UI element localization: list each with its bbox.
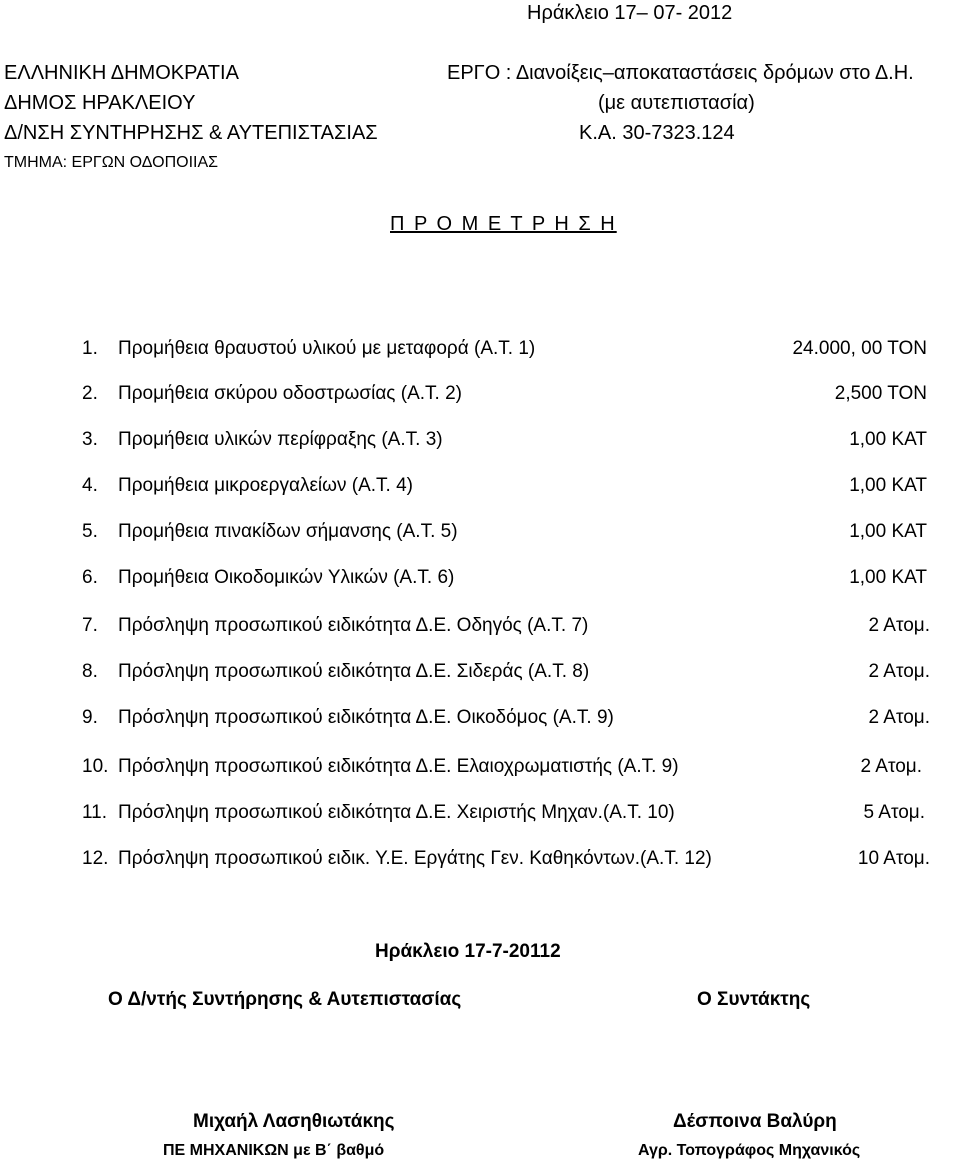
item-quantity: 2,500 ΤΟΝ [834,383,927,404]
item-description: Προμήθεια θραυστού υλικού με μεταφορά (Α.Τ. 1) [118,338,536,359]
item-number: 11. [82,802,108,823]
list-item [82,802,930,828]
item-number: 3. [82,429,98,450]
signatory-right-title: Αγρ. Τοπογράφος Μηχανικός [638,1142,861,1159]
list-item [82,383,930,409]
header-left-line-1: ΕΛΛΗΝΙΚΗ ΔΗΜΟΚΡΑΤΙΑ [4,62,239,84]
item-quantity: 24.000, 00 ΤΟΝ [792,338,927,359]
item-number: 4. [82,475,98,496]
item-description: Πρόσληψη προσωπικού ειδικότητα Δ.Ε. Χειριστής Μηχαν.(Α.Τ. 10) [118,802,675,823]
list-item [82,615,930,641]
item-number: 8. [82,661,98,682]
list-item [82,429,930,455]
item-quantity: 10 Ατομ. [857,848,930,869]
item-quantity: 1,00 ΚΑΤ [849,429,927,450]
item-quantity: 2 Ατομ. [868,661,930,682]
item-number: 1. [82,338,98,359]
item-number: 12. [82,848,109,869]
item-description: Προμήθεια μικροεργαλείων (Α.Τ. 4) [118,475,413,496]
project-note: (με αυτεπιστασία) [598,92,755,114]
header-left-line-3: Δ/ΝΣΗ ΣΥΝΤΗΡΗΣΗΣ & ΑΥΤΕΠΙΣΤΑΣΙΑΣ [4,122,378,144]
header-left-line-4: ΤΜΗΜΑ: ΕΡΓΩΝ ΟΔΟΠΟΙΙΑΣ [4,154,219,171]
item-quantity: 2 Ατομ. [868,707,930,728]
budget-code: Κ.Α. 30-7323.124 [579,122,735,144]
item-description: Προμήθεια πινακίδων σήμανσης (Α.Τ. 5) [118,521,458,542]
item-description: Πρόσληψη προσωπικού ειδικότητα Δ.Ε. Οικοδόμος (Α.Τ. 9) [118,707,614,728]
footer-left-role: Ο Δ/ντής Συντήρησης & Αυτεπιστασίας [108,989,462,1010]
item-number: 7. [82,615,98,636]
item-quantity: 2 Ατομ. [868,615,930,636]
footer-date: Ηράκλειο 17-7-20112 [375,941,561,962]
list-item [82,567,930,593]
item-description: Προμήθεια υλικών περίφραξης (Α.Τ. 3) [118,429,443,450]
signatory-left-title: ΠΕ ΜΗΧΑΝΙΚΩΝ με Β΄ βαθμό [163,1142,385,1159]
signatory-left-name: Μιχαήλ Λασηθιωτάκης [193,1111,395,1132]
item-description: Πρόσληψη προσωπικού ειδικ. Υ.Ε. Εργάτης Γεν. Καθηκόντων.(Α.Τ. 12) [118,848,712,869]
list-item [82,707,930,733]
project-label: ΕΡΓΟ : Διανοίξεις–αποκαταστάσεις δρόμων στο Δ.Η. [447,62,914,84]
item-quantity: 1,00 ΚΑΤ [849,567,927,588]
item-quantity: 1,00 ΚΑΤ [849,521,927,542]
item-number: 10. [82,756,109,777]
item-number: 2. [82,383,98,404]
header-left-line-2: ΔΗΜΟΣ ΗΡΑΚΛΕΙΟΥ [4,92,196,114]
item-number: 6. [82,567,98,588]
item-description: Πρόσληψη προσωπικού ειδικότητα Δ.Ε. Οδηγός (Α.Τ. 7) [118,615,589,636]
list-item [82,475,930,501]
item-number: 9. [82,707,98,728]
item-description: Πρόσληψη προσωπικού ειδικότητα Δ.Ε. Σιδεράς (Α.Τ. 8) [118,661,590,682]
item-description: Προμήθεια σκύρου οδοστρωσίας (Α.Τ. 2) [118,383,462,404]
item-quantity: 2 Ατομ. [860,756,922,777]
item-quantity: 1,00 ΚΑΤ [849,475,927,496]
item-description: Πρόσληψη προσωπικού ειδικότητα Δ.Ε. Ελαιοχρωματιστής (Α.Τ. 9) [118,756,679,777]
list-item [82,848,930,874]
list-item [82,338,930,364]
list-item [82,661,930,687]
signatory-right-name: Δέσποινα Βαλύρη [673,1111,837,1132]
list-item [82,756,930,782]
page-title: Π Ρ Ο Μ Ε Τ Ρ Η Σ Η [390,213,617,235]
header-date: Ηράκλειο 17– 07- 2012 [527,2,733,24]
item-quantity: 5 Ατομ. [863,802,925,823]
item-description: Προμήθεια Οικοδομικών Υλικών (Α.Τ. 6) [118,567,455,588]
item-number: 5. [82,521,98,542]
footer-right-role: Ο Συντάκτης [697,989,811,1010]
list-item [82,521,930,547]
